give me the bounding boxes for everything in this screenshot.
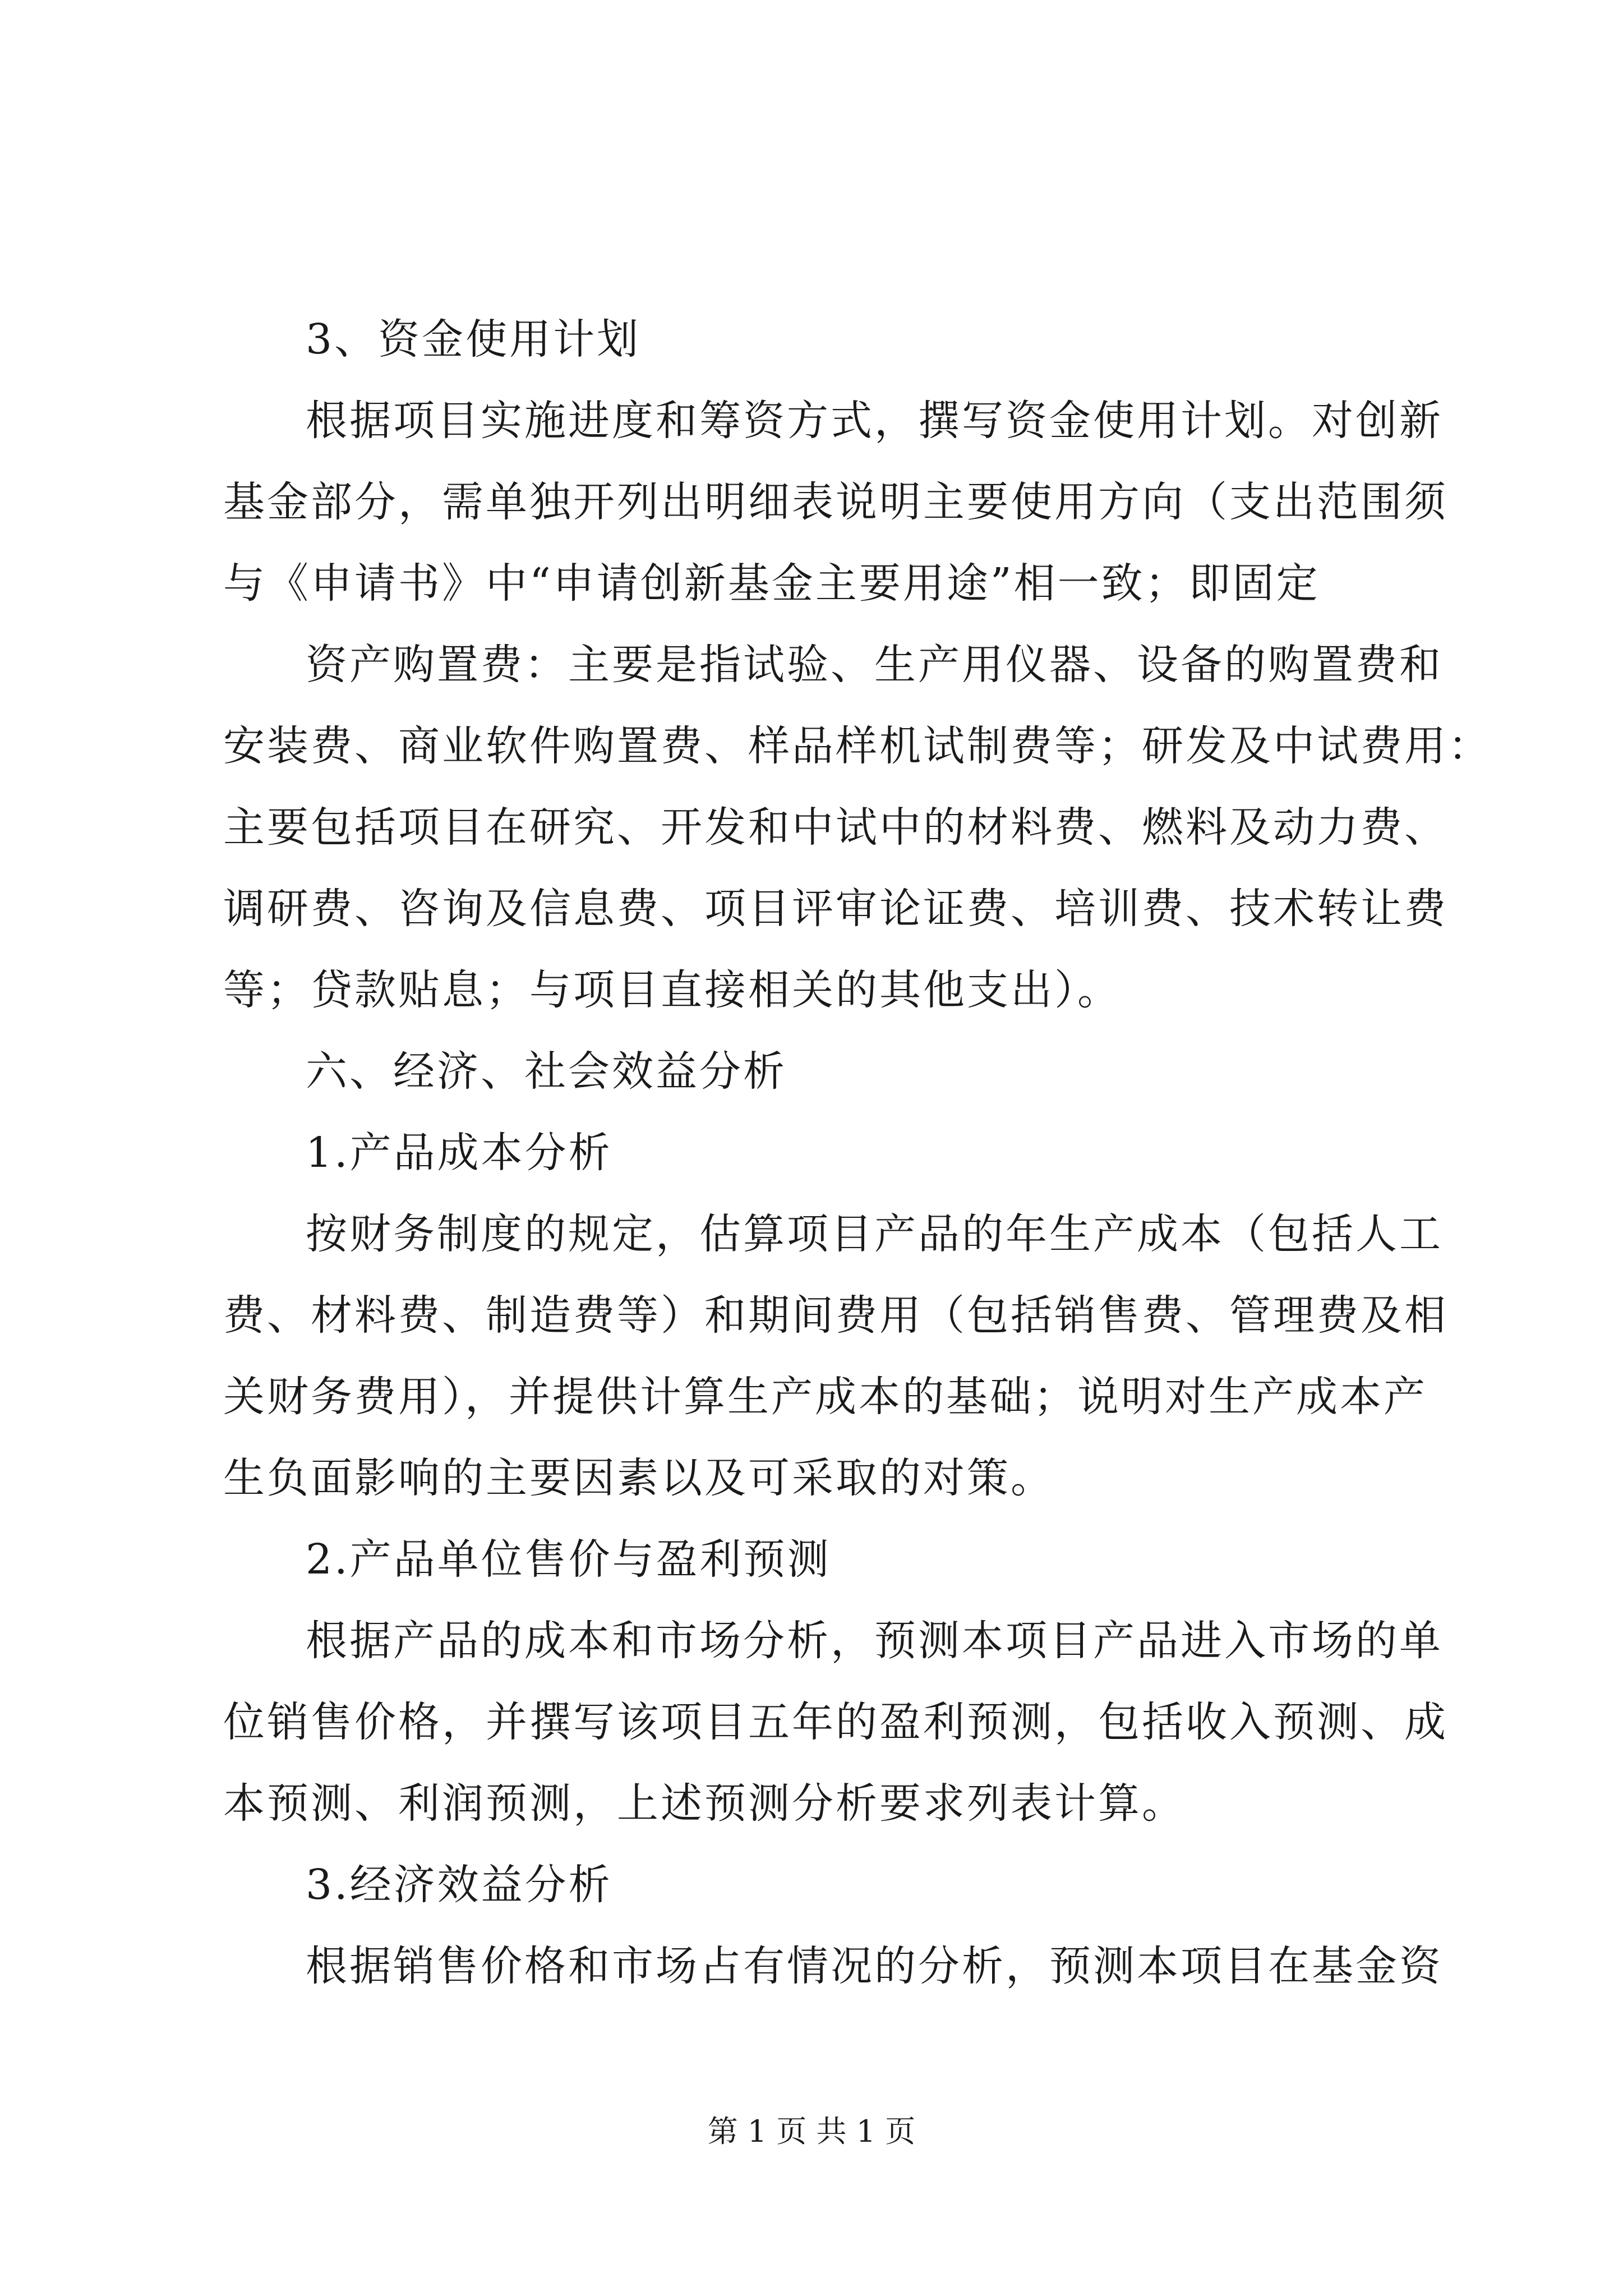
subsection-heading-economic-benefit: 3.经济效益分析 (306, 1861, 612, 1909)
paragraph-line: 基金部分，需单独开列出明细表说明主要使用方向（支出范围须 (223, 478, 1448, 526)
paragraph-line: 根据项目实施进度和筹资方式，撰写资金使用计划。对创新 (306, 397, 1443, 445)
subsection-heading-product-cost: 1.产品成本分析 (306, 1129, 612, 1177)
subsection-heading-unit-price-profit: 2.产品单位售价与盈利预测 (306, 1535, 831, 1584)
paragraph-line: 资产购置费：主要是指试验、生产用仪器、设备的购置费和 (306, 641, 1443, 689)
paragraph-line: 根据产品的成本和市场分析，预测本项目产品进入市场的单 (306, 1617, 1443, 1665)
paragraph-line: 本预测、利润预测，上述预测分析要求列表计算。 (223, 1779, 1186, 1828)
paragraph-line: 安装费、商业软件购置费、样品样机试制费等；研发及中试费用： (223, 722, 1492, 770)
paragraph-line: 主要包括项目在研究、开发和中试中的材料费、燃料及动力费、 (223, 803, 1448, 852)
paragraph-line: 与《申请书》中“申请创新基金主要用途”相一致；即固定 (223, 559, 1320, 608)
paragraph-line: 根据销售价格和市场占有情况的分析，预测本项目在基金资 (306, 1942, 1443, 1990)
paragraph-line: 按财务制度的规定，估算项目产品的年生产成本（包括人工 (306, 1210, 1443, 1258)
paragraph-line: 生负面影响的主要因素以及可采取的对策。 (223, 1454, 1054, 1502)
paragraph-line: 位销售价格，并撰写该项目五年的盈利预测，包括收入预测、成 (223, 1698, 1448, 1746)
section-heading-fund-usage-plan: 3、资金使用计划 (306, 315, 641, 364)
section-heading-economic-social-benefit: 六、经济、社会效益分析 (306, 1047, 787, 1096)
paragraph-line: 费、材料费、制造费等）和期间费用（包括销售费、管理费及相 (223, 1291, 1448, 1340)
paragraph-line: 等；贷款贴息；与项目直接相关的其他支出）。 (223, 966, 1121, 1014)
page-footer: 第 1 页 共 1 页 (707, 2114, 916, 2149)
paragraph-line: 调研费、咨询及信息费、项目评审论证费、培训费、技术转让费 (223, 885, 1448, 933)
paragraph-line: 关财务费用），并提供计算生产成本的基础；说明对生产成本产 (223, 1373, 1427, 1421)
